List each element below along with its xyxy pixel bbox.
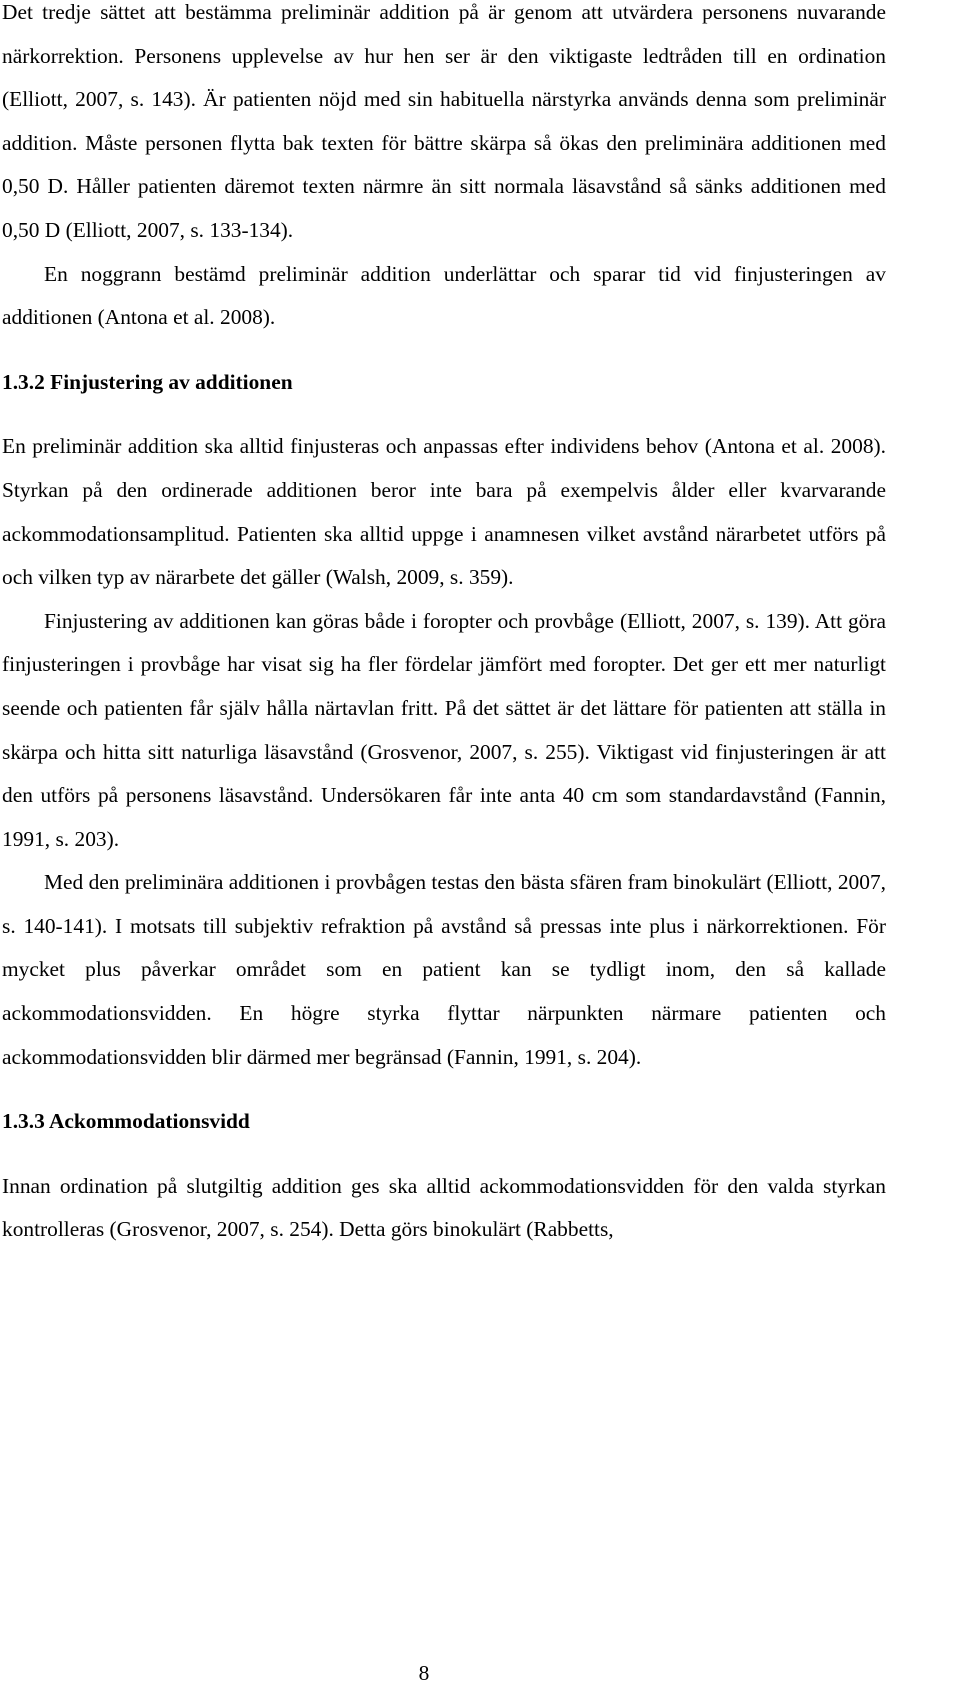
spacer bbox=[2, 404, 886, 425]
body-paragraph: Med den preliminära additionen i provbågen testas den bästa sfären fram binokulärt (Elliott, 2007, s. 140-141). I motsats till subjektiv refraktion på avstånd så pressas inte plus i närkorrektionen. För mycket plus påverkar området som en patient kan se tydligt inom, den så kallade ackommodationsvidden. En högre styrka flyttar närpunkten närmare patienten och ackommodationsvidden blir därmed mer begränsad (Fannin, 1991, s. 204). bbox=[2, 870, 886, 1069]
spacer bbox=[2, 1079, 886, 1100]
page-content bbox=[2, 0, 886, 1252]
body-paragraph: En preliminär addition ska alltid finjusteras och anpassas efter individens behov (Antona et al. 2008). Styrkan på den ordinerade additionen beror inte bara på exempelvis ålder eller kvarvarande ackommodationsamplitud. Patienten ska alltid uppge i anamnesen vilket avstånd närarbetet utförs på och vilken typ av närarbete det gäller (Walsh, 2009, s. 359). bbox=[2, 434, 886, 590]
section-heading-1-3-3: 1.3.3 Ackommodationsvidd bbox=[2, 1109, 250, 1134]
page-number: 8 bbox=[418, 1661, 430, 1685]
body-paragraph: Det tredje sättet att bestämma preliminär addition på är genom att utvärdera personens nuvarande närkorrektion. Personens upplevelse av hur hen ser är den viktigaste ledtråden till en ordination (Elliott, 2007, s. 143). Är patienten nöjd med sin habituella närstyrka används denna som preliminär addition. Måste personen flytta bak texten för bättre skärpa så ökas den preliminära additionen med 0,50 D. Håller patienten däremot texten närmre än sitt normala läsavstånd så sänks additionen med 0,50 D (Elliott, 2007, s. 133-134). bbox=[2, 0, 886, 242]
spacer bbox=[2, 340, 886, 361]
section-heading-1-3-2: 1.3.2 Finjustering av additionen bbox=[2, 369, 293, 394]
body-paragraph: Finjustering av additionen kan göras både i foropter och provbåge (Elliott, 2007, s. 139). Att göra finjusteringen i provbåge har visat sig ha fler fördelar jämfört med foropter. Det ger ett mer naturligt seende och patienten får själv hålla närtavlan fritt. På det sättet är det lättare för patienten att ställa in skärpa och hitta sitt naturliga läsavstånd (Grosvenor, 2007, s. 255). Viktigast vid finjusteringen är att den utförs på personens läsavstånd. Undersökaren får inte anta 40 cm som standardavstånd (Fannin, 1991, s. 203). bbox=[2, 608, 886, 851]
body-paragraph: Innan ordination på slutgiltig addition ges ska alltid ackommodationsvidden för den valda styrkan kontrolleras (Grosvenor, 2007, s. 254). Detta görs binokulärt (Rabbetts, bbox=[2, 1173, 886, 1242]
spacer bbox=[2, 1144, 886, 1165]
body-paragraph: En noggrann bestämd preliminär addition underlättar och sparar tid vid finjusteringen av additionen (Antona et al. 2008). bbox=[2, 261, 886, 330]
